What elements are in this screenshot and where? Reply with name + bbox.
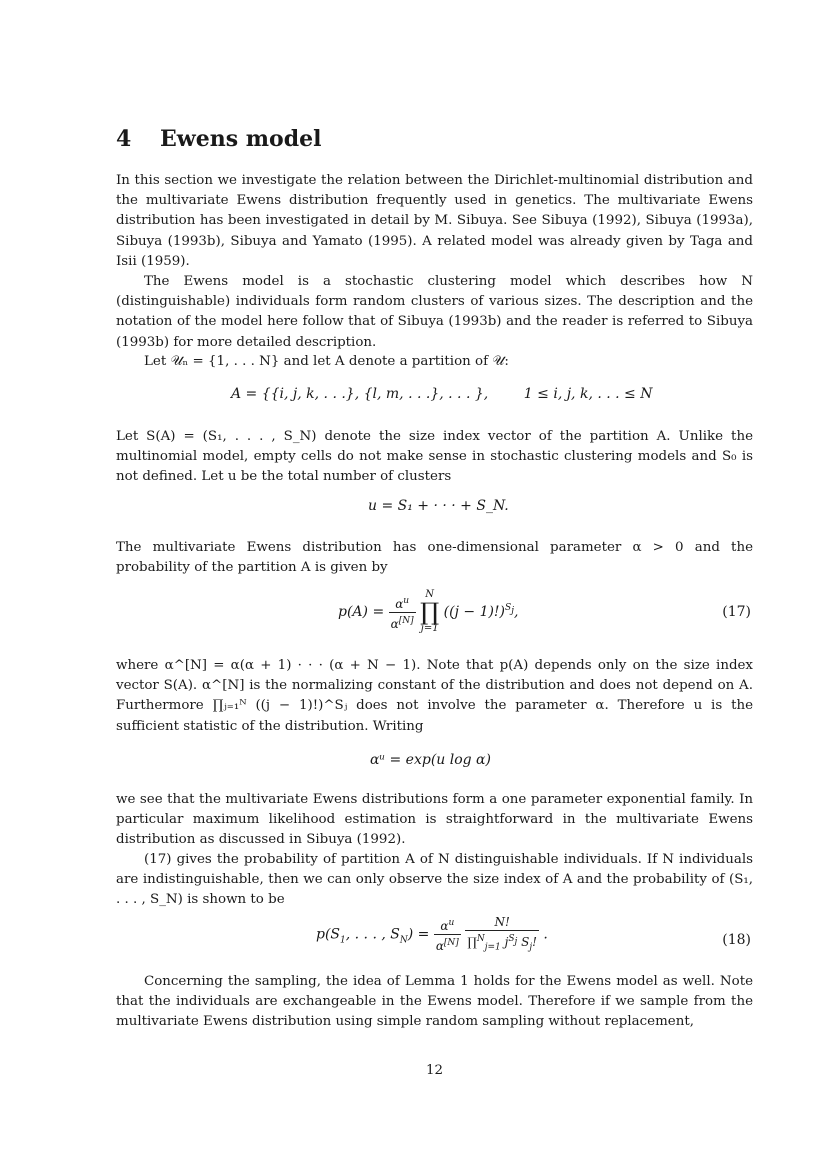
equation-cluster-count — [116, 498, 753, 520]
paragraph-intro: In this section we investigate the relation between the Dirichlet-multinomial distribution and the multivariate Ewens distribution frequently used in genetics. The multivariate Ewens distribution has been investigated in detail by M. Sibuya. See Sibuya (1992), Sibuya (1993a), Sibuya (1993b), Sibuya and Yamato (1995). A related model was already given by Taga and Isii (1959). — [116, 173, 753, 269]
paragraph-ewens-distribution: The multivariate Ewens distribution has one-dimensional parameter α > 0 and the probability of the partition A is given by — [116, 540, 753, 576]
paragraph-indistinguishable: (17) gives the probability of partition A of N distinguishable individuals. If N individuals are indistinguishable, then we can only observe the size index of A and the probability of (S₁, . . . , S_N) is shown to be — [116, 852, 753, 908]
section-number: 4 — [116, 126, 132, 152]
paragraph-partition-intro: Let 𝒰ₙ = {1, . . . N} and let A denote a partition of 𝒰: — [144, 354, 509, 369]
paragraph-size-index: Let S(A) = (S₁, . . . , S_N) denote the size index vector of the partition A. Unlike the multinomial model, empty cells do not make sense in stochastic clustering models and S₀ is not defined. Let u be the total number of clusters — [116, 429, 753, 485]
equation-17 — [116, 588, 753, 644]
equation-exponential-form — [116, 752, 753, 774]
equation-exponential-form-body: αᵘ = exp(u log α) — [370, 752, 491, 768]
equation-17-tag: (17) — [722, 604, 751, 620]
page-number: 12 — [425, 1063, 444, 1078]
equation-18-tag: (18) — [722, 932, 751, 948]
equation-partition — [116, 386, 753, 408]
equation-partition-body: A = {{i, j, k, . . .}, {l, m, . . .}, . . . }, 1 ≤ i, j, k, . . . ≤ N — [231, 386, 653, 402]
paragraph-model-description: The Ewens model is a stochastic clustering model which describes how N (distinguishable) individuals form random clusters of various sizes. The description and the notation of the model here follow that of Sibuya (1993b) and the reader is referred to Sibuya (1993b) for more detailed description. — [116, 274, 753, 350]
equation-cluster-count-body: u = S₁ + · · · + S_N. — [368, 498, 509, 514]
equation-18-body: $p(S_1$, . . . , $S_N$) = $\frac{\alpha^u}{\alpha^{[N]}}$ $\frac{N!}{\prod^N_{j=1} j^{S_j} S_j!}$ . — [316, 914, 548, 955]
section-heading — [116, 126, 321, 152]
paragraph-sampling: Concerning the sampling, the idea of Lemma 1 holds for the Ewens model as well. Note that the individuals are exchangeable in the Ewens model. Therefore if we sample from the multivariate Ewens distribution using simple random sampling without replacement, — [116, 974, 753, 1030]
equation-17-body: p(A) = $\frac{\alpha^u}{\alpha^{[N]}}$ N ∏ j=1 $((j - 1)!)^{S_j}$, — [338, 589, 519, 634]
section-title: Ewens model — [160, 126, 322, 152]
paragraph-normalizing-constant: where α^[N] = α(α + 1) · · · (α + N − 1). Note that p(A) depends only on the size index vector S(A). α^[N] is the normalizing constant of the distribution and does not depend on A. Furthermore ∏ⱼ₌₁ᴺ ((j − 1)!)^Sⱼ does not involve the parameter α. Therefore u is the sufficient statistic of the distribution. Writing — [116, 658, 753, 734]
equation-18 — [116, 912, 753, 966]
paragraph-exponential-family: we see that the multivariate Ewens distributions form a one parameter exponential family. In particular maximum likelihood estimation is straightforward in the multivariate Ewens distribution as discussed in Sibuya (1992). — [116, 792, 753, 848]
